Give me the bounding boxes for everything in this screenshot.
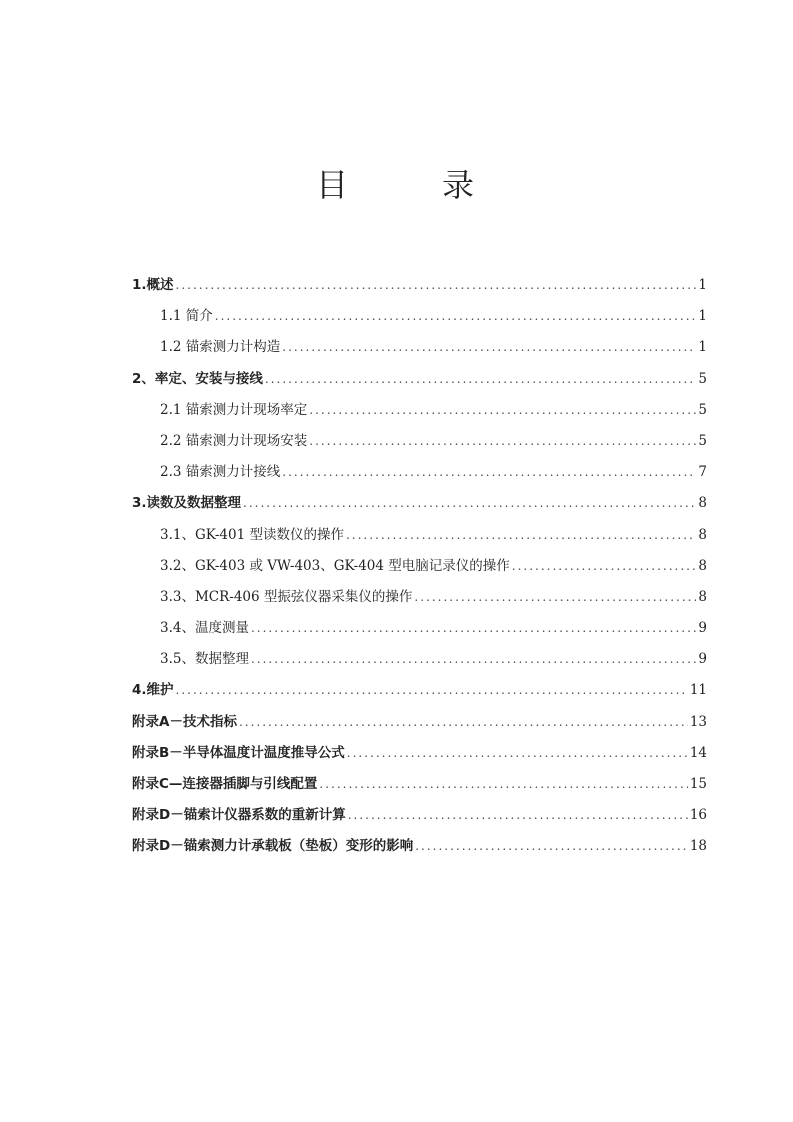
toc-entry[interactable] bbox=[132, 426, 707, 457]
toc-entry[interactable] bbox=[132, 551, 707, 582]
toc-entry-label: 1.概述 bbox=[132, 277, 174, 293]
toc-entry-label: 3.5、数据整理 bbox=[160, 651, 249, 668]
dot-leader bbox=[346, 520, 696, 551]
toc-entry-page-number: 15 bbox=[689, 776, 707, 792]
dot-leader bbox=[243, 488, 696, 519]
toc-entry[interactable] bbox=[132, 707, 707, 738]
toc-entry-page-number: 8 bbox=[698, 557, 707, 574]
toc-entry-label: 1.1 简介 bbox=[160, 308, 213, 325]
toc-entry-page-number: 14 bbox=[689, 744, 707, 761]
toc-entry-page-number: 18 bbox=[689, 838, 707, 855]
toc-entry[interactable] bbox=[132, 332, 707, 363]
toc-entry[interactable] bbox=[132, 301, 707, 332]
toc-entry-page-number: 5 bbox=[698, 401, 707, 418]
toc-entry-page-number: 9 bbox=[698, 620, 707, 637]
toc-entry-label: 2.3 锚索测力计接线 bbox=[160, 464, 281, 481]
dot-leader bbox=[239, 707, 688, 738]
toc-entry-label: 3.3、MCR-406 型振弦仪器采集仪的操作 bbox=[160, 588, 413, 605]
toc-entry-page-number: 16 bbox=[689, 807, 707, 824]
dot-leader bbox=[251, 613, 696, 644]
dot-leader bbox=[251, 644, 696, 675]
toc-entry[interactable] bbox=[132, 488, 707, 519]
dot-leader bbox=[282, 332, 696, 363]
page-title bbox=[0, 160, 793, 204]
toc-entry-label: 1.2 锚索测力计构造 bbox=[160, 339, 281, 356]
toc-entry[interactable] bbox=[132, 613, 707, 644]
dot-leader bbox=[215, 301, 697, 332]
dot-leader bbox=[309, 395, 696, 426]
title-char-1: 目 bbox=[316, 166, 349, 204]
toc-entry-label: 2、率定、安装与接线 bbox=[132, 370, 263, 387]
toc-entry[interactable] bbox=[132, 582, 707, 613]
toc-entry[interactable] bbox=[132, 457, 707, 488]
toc-entry-page-number: 1 bbox=[698, 277, 707, 293]
dot-leader bbox=[348, 800, 688, 831]
toc-entry-label: 2.2 锚索测力计现场安装 bbox=[160, 432, 308, 449]
title-char-2: 录 bbox=[442, 166, 475, 204]
toc-entry-page-number: 9 bbox=[698, 651, 707, 668]
dot-leader bbox=[512, 551, 697, 582]
toc-entry-label: 3.1、GK-401 型读数仪的操作 bbox=[160, 526, 344, 543]
toc-entry-label: 3.2、GK-403 或 VW-403、GK-404 型电脑记录仪的操作 bbox=[160, 557, 510, 574]
dot-leader bbox=[176, 270, 697, 301]
toc-entry-page-number: 1 bbox=[698, 308, 707, 325]
dot-leader bbox=[309, 426, 696, 457]
toc-entry-page-number: 7 bbox=[698, 464, 707, 481]
toc-entry[interactable] bbox=[132, 644, 707, 675]
toc-entry[interactable] bbox=[132, 520, 707, 551]
toc-entry-label: 附录A－技术指标 bbox=[132, 713, 237, 730]
dot-leader bbox=[347, 738, 688, 769]
toc-entry-page-number: 5 bbox=[698, 370, 707, 387]
toc-entry[interactable] bbox=[132, 769, 707, 800]
toc-entry[interactable] bbox=[132, 675, 707, 706]
toc-entry-page-number: 1 bbox=[698, 339, 707, 356]
toc-entry[interactable] bbox=[132, 800, 707, 831]
toc-entry[interactable] bbox=[132, 738, 707, 769]
toc-entry-page-number: 8 bbox=[698, 495, 707, 512]
toc-entry-page-number: 13 bbox=[689, 713, 707, 730]
dot-leader bbox=[282, 457, 696, 488]
toc-entry[interactable] bbox=[132, 395, 707, 426]
toc-entry-label: 2.1 锚索测力计现场率定 bbox=[160, 401, 308, 418]
toc-entry-label: 3.读数及数据整理 bbox=[132, 495, 242, 512]
toc-entry[interactable] bbox=[132, 831, 707, 862]
toc-entry-label: 附录B－半导体温度计温度推导公式 bbox=[132, 744, 345, 761]
dot-leader bbox=[414, 582, 696, 613]
toc-entry-label: 附录D－锚索测力计承载板（垫板）变形的影响 bbox=[132, 838, 414, 855]
toc-entry[interactable] bbox=[132, 270, 707, 301]
toc-entry-label: 3.4、温度测量 bbox=[160, 620, 249, 637]
dot-leader bbox=[176, 675, 688, 706]
toc-entry-page-number: 8 bbox=[698, 526, 707, 543]
toc-entry-label: 附录C—连接器插脚与引线配置 bbox=[132, 776, 318, 792]
toc-entry[interactable] bbox=[132, 364, 707, 395]
dot-leader bbox=[319, 769, 687, 800]
dot-leader bbox=[415, 831, 688, 862]
toc-entry-page-number: 11 bbox=[689, 682, 707, 699]
toc-entry-page-number: 5 bbox=[698, 432, 707, 449]
toc-entry-label: 附录D－锚索计仪器系数的重新计算 bbox=[132, 807, 346, 824]
table-of-contents bbox=[132, 270, 707, 863]
dot-leader bbox=[265, 364, 697, 395]
toc-entry-label: 4.维护 bbox=[132, 682, 174, 699]
toc-entry-page-number: 8 bbox=[698, 588, 707, 605]
